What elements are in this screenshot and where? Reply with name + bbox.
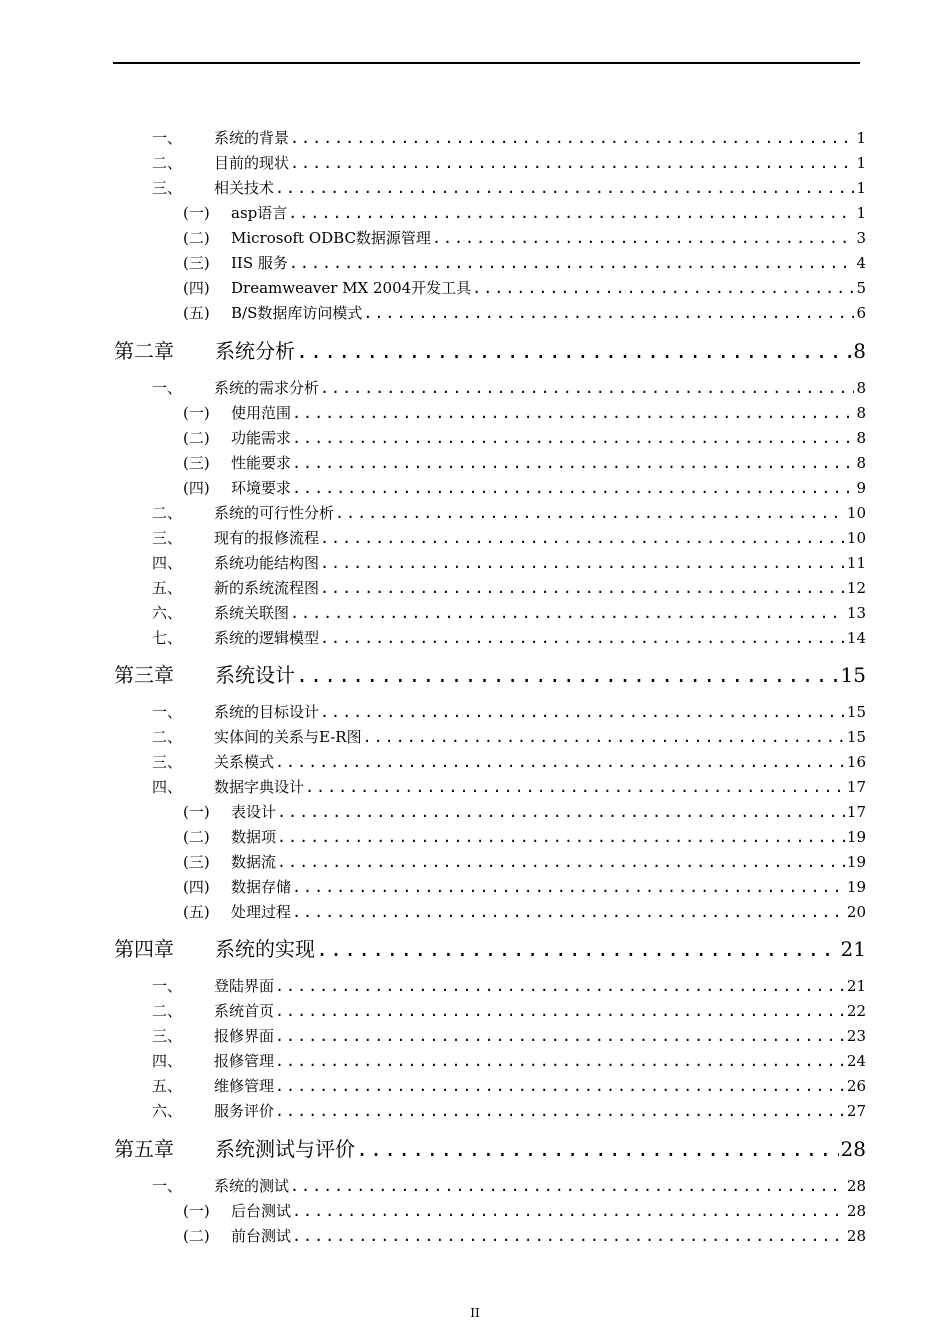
toc-entry-title: 服务评价 bbox=[214, 1102, 275, 1120]
toc-entry-number: 七、 bbox=[152, 629, 183, 647]
dot-leader bbox=[363, 303, 854, 323]
toc-entry-number: (四) bbox=[183, 279, 210, 297]
toc-entry-page: 1 bbox=[856, 179, 866, 197]
toc-entry-page: 23 bbox=[846, 1027, 866, 1045]
dot-leader bbox=[335, 503, 845, 523]
toc-entry-number: (三) bbox=[183, 853, 210, 871]
toc-entry-number: 一、 bbox=[152, 977, 183, 995]
toc-entry-number: 一、 bbox=[152, 703, 183, 721]
toc-entry-title: 功能需求 bbox=[231, 429, 292, 447]
toc-subsection-entry[interactable] bbox=[183, 478, 866, 498]
toc-entry-title: 系统的需求分析 bbox=[214, 379, 320, 397]
toc-entry-number: 二、 bbox=[152, 504, 183, 522]
toc-entry-number: 三、 bbox=[152, 753, 183, 771]
page-number: II bbox=[470, 1306, 480, 1320]
dot-leader bbox=[290, 153, 854, 173]
toc-subsection-entry[interactable] bbox=[183, 1201, 866, 1221]
toc-entry-page: 8 bbox=[856, 429, 866, 447]
toc-entry-title: 维修管理 bbox=[214, 1077, 275, 1095]
toc-entry-number: 四、 bbox=[152, 778, 183, 796]
toc-entry-page: 17 bbox=[846, 778, 866, 796]
toc-entry-page: 21 bbox=[846, 977, 866, 995]
toc-subsection-entry[interactable] bbox=[183, 253, 866, 273]
toc-entry-page: 28 bbox=[846, 1177, 866, 1195]
toc-entry-number: 六、 bbox=[152, 604, 183, 622]
toc-entry-number: 一、 bbox=[152, 379, 183, 397]
dot-leader bbox=[275, 1051, 845, 1071]
toc-subsection-entry[interactable] bbox=[183, 303, 866, 323]
dot-leader bbox=[292, 902, 845, 922]
toc-entry-title: 数据字典设计 bbox=[214, 778, 305, 796]
toc-subsection-entry[interactable] bbox=[183, 203, 866, 223]
toc-entry-number: (五) bbox=[183, 304, 210, 322]
dot-leader bbox=[472, 278, 854, 298]
toc-entry-title: 系统的目标设计 bbox=[214, 703, 320, 721]
toc-entry-page: 10 bbox=[846, 504, 866, 522]
toc-entry-page: 5 bbox=[856, 279, 866, 297]
toc-entry-title: asp语言 bbox=[231, 204, 288, 222]
toc-entry-page: 4 bbox=[856, 254, 866, 272]
toc-section-entry[interactable] bbox=[152, 777, 866, 797]
toc-subsection-entry[interactable] bbox=[183, 852, 866, 872]
toc-section-entry[interactable] bbox=[152, 1101, 866, 1121]
dot-leader bbox=[305, 777, 845, 797]
dot-leader bbox=[292, 1226, 845, 1246]
toc-entry-title: 系统分析 bbox=[215, 339, 295, 363]
toc-entry-title: 系统的可行性分析 bbox=[214, 504, 335, 522]
toc-entry-number: 二、 bbox=[152, 154, 183, 172]
toc-entry-title: 目前的现状 bbox=[214, 154, 290, 172]
toc-entry-number: 四、 bbox=[152, 554, 183, 572]
toc-entry-page: 11 bbox=[846, 554, 866, 572]
toc-section-entry[interactable] bbox=[152, 503, 866, 523]
toc-section-entry[interactable] bbox=[152, 628, 866, 648]
toc-section-entry[interactable] bbox=[152, 553, 866, 573]
dot-leader bbox=[275, 178, 854, 198]
toc-entry-title: 系统功能结构图 bbox=[214, 554, 320, 572]
toc-section-entry[interactable] bbox=[152, 578, 866, 598]
toc-entry-page: 19 bbox=[846, 878, 866, 896]
toc-entry-page: 6 bbox=[856, 304, 866, 322]
toc-section-entry[interactable] bbox=[152, 1176, 866, 1196]
toc-entry-page: 12 bbox=[846, 579, 866, 597]
toc-subsection-entry[interactable] bbox=[183, 902, 866, 922]
dot-leader bbox=[277, 827, 845, 847]
dot-leader bbox=[275, 1076, 845, 1096]
toc-entry-title: B/S数据库访问模式 bbox=[231, 304, 363, 322]
toc-subsection-entry[interactable] bbox=[183, 827, 866, 847]
toc-entry-page: 1 bbox=[856, 154, 866, 172]
toc-entry-title: 系统的测试 bbox=[214, 1177, 290, 1195]
toc-chapter-entry[interactable] bbox=[114, 936, 866, 962]
toc-entry-number: (三) bbox=[183, 254, 210, 272]
toc-entry-title: 表设计 bbox=[231, 803, 277, 821]
dot-leader bbox=[275, 752, 845, 772]
toc-entry-page: 26 bbox=[846, 1077, 866, 1095]
toc-entry-number: 三、 bbox=[152, 529, 183, 547]
toc-entry-title: 系统的逻辑模型 bbox=[214, 629, 320, 647]
dot-leader bbox=[320, 378, 854, 398]
toc-entry-number: 五、 bbox=[152, 1077, 183, 1095]
dot-leader bbox=[356, 1136, 839, 1162]
toc-entry-number: 二、 bbox=[152, 1002, 183, 1020]
toc-entry-number: (一) bbox=[183, 803, 210, 821]
toc-entry-page: 17 bbox=[846, 803, 866, 821]
toc-entry-page: 28 bbox=[846, 1227, 866, 1245]
toc-entry-page: 22 bbox=[846, 1002, 866, 1020]
toc-entry-number: (二) bbox=[183, 429, 210, 447]
toc-entry-page: 10 bbox=[846, 529, 866, 547]
dot-leader bbox=[292, 1201, 845, 1221]
toc-entry-number: (一) bbox=[183, 1202, 210, 1220]
toc-entry-number: 第四章 bbox=[114, 937, 174, 961]
toc-entry-number: 五、 bbox=[152, 579, 183, 597]
dot-leader bbox=[292, 428, 854, 448]
dot-leader bbox=[289, 253, 855, 273]
toc-section-entry[interactable] bbox=[152, 378, 866, 398]
dot-leader bbox=[275, 976, 845, 996]
toc-entry-title: 前台测试 bbox=[231, 1227, 292, 1245]
dot-leader bbox=[316, 936, 839, 962]
toc-subsection-entry[interactable] bbox=[183, 228, 866, 248]
toc-entry-title: 数据项 bbox=[231, 828, 277, 846]
toc-chapter-entry[interactable] bbox=[114, 662, 866, 688]
dot-leader bbox=[277, 852, 845, 872]
toc-chapter-entry[interactable] bbox=[114, 1136, 866, 1162]
dot-leader bbox=[363, 727, 845, 747]
toc-entry-title: 关系模式 bbox=[214, 753, 275, 771]
toc-entry-page: 3 bbox=[856, 229, 866, 247]
toc-entry-title: 系统首页 bbox=[214, 1002, 275, 1020]
toc-section-entry[interactable] bbox=[152, 976, 866, 996]
dot-leader bbox=[296, 338, 851, 364]
toc-section-entry[interactable] bbox=[152, 727, 866, 747]
dot-leader bbox=[292, 403, 854, 423]
toc-entry-title: 新的系统流程图 bbox=[214, 579, 320, 597]
toc-entry-title: 系统的实现 bbox=[215, 937, 315, 961]
toc-subsection-entry[interactable] bbox=[183, 802, 866, 822]
toc-entry-page: 1 bbox=[856, 129, 866, 147]
toc-entry-title: 系统关联图 bbox=[214, 604, 290, 622]
toc-entry-number: (一) bbox=[183, 404, 210, 422]
toc-entry-number: 六、 bbox=[152, 1102, 183, 1120]
dot-leader bbox=[320, 702, 845, 722]
toc-subsection-entry[interactable] bbox=[183, 877, 866, 897]
dot-leader bbox=[320, 628, 845, 648]
toc-entry-page: 8 bbox=[853, 339, 866, 363]
toc-entry-page: 27 bbox=[846, 1102, 866, 1120]
dot-leader bbox=[292, 453, 854, 473]
toc-subsection-entry[interactable] bbox=[183, 278, 866, 298]
toc-entry-number: 四、 bbox=[152, 1052, 183, 1070]
toc-entry-number: (四) bbox=[183, 878, 210, 896]
toc-entry-title: Dreamweaver MX 2004开发工具 bbox=[231, 279, 472, 297]
toc-entry-title: 使用范围 bbox=[231, 404, 292, 422]
toc-entry-page: 28 bbox=[840, 1137, 866, 1161]
toc-subsection-entry[interactable] bbox=[183, 428, 866, 448]
toc-entry-page: 14 bbox=[846, 629, 866, 647]
dot-leader bbox=[290, 1176, 845, 1196]
toc-entry-page: 9 bbox=[856, 479, 866, 497]
toc-entry-number: 三、 bbox=[152, 179, 183, 197]
toc-entry-title: 系统的背景 bbox=[214, 129, 290, 147]
toc-section-entry[interactable] bbox=[152, 1051, 866, 1071]
toc-entry-title: 处理过程 bbox=[231, 903, 292, 921]
toc-section-entry[interactable] bbox=[152, 153, 866, 173]
toc-entry-page: 19 bbox=[846, 853, 866, 871]
toc-entry-page: 13 bbox=[846, 604, 866, 622]
toc-entry-page: 16 bbox=[846, 753, 866, 771]
toc-entry-page: 20 bbox=[846, 903, 866, 921]
toc-section-entry[interactable] bbox=[152, 178, 866, 198]
toc-entry-number: 第三章 bbox=[114, 663, 174, 687]
toc-subsection-entry[interactable] bbox=[183, 403, 866, 423]
toc-entry-number: (二) bbox=[183, 828, 210, 846]
dot-leader bbox=[277, 802, 845, 822]
dot-leader bbox=[292, 877, 845, 897]
toc-entry-title: 相关技术 bbox=[214, 179, 275, 197]
toc-entry-page: 8 bbox=[856, 379, 866, 397]
toc-section-entry[interactable] bbox=[152, 1026, 866, 1046]
toc-entry-number: (一) bbox=[183, 204, 210, 222]
dot-leader bbox=[290, 603, 845, 623]
toc-entry-title: IIS 服务 bbox=[231, 254, 288, 272]
toc-section-entry[interactable] bbox=[152, 702, 866, 722]
toc-entry-title: 后台测试 bbox=[231, 1202, 292, 1220]
toc-entry-number: (二) bbox=[183, 1227, 210, 1245]
toc-entry-title: 性能要求 bbox=[231, 454, 292, 472]
toc-entry-number: (四) bbox=[183, 479, 210, 497]
toc-section-entry[interactable] bbox=[152, 528, 866, 548]
toc-entry-title: 环境要求 bbox=[231, 479, 292, 497]
toc-entry-page: 8 bbox=[856, 404, 866, 422]
dot-leader bbox=[288, 203, 854, 223]
toc-entry-page: 15 bbox=[846, 728, 866, 746]
toc-chapter-entry[interactable] bbox=[114, 338, 866, 364]
toc-entry-page: 21 bbox=[840, 937, 866, 961]
toc-entry-page: 1 bbox=[856, 204, 866, 222]
toc-entry-page: 8 bbox=[856, 454, 866, 472]
toc-entry-number: 一、 bbox=[152, 1177, 183, 1195]
toc-entry-title: 系统测试与评价 bbox=[215, 1137, 355, 1161]
toc-entry-page: 24 bbox=[846, 1052, 866, 1070]
toc-entry-number: 二、 bbox=[152, 728, 183, 746]
toc-entry-page: 15 bbox=[840, 663, 866, 687]
dot-leader bbox=[275, 1101, 845, 1121]
toc-entry-title: 报修管理 bbox=[214, 1052, 275, 1070]
dot-leader bbox=[290, 128, 854, 148]
dot-leader bbox=[320, 578, 845, 598]
toc-section-entry[interactable] bbox=[152, 1001, 866, 1021]
toc-entry-title: 实体间的关系与E-R图 bbox=[214, 728, 362, 746]
toc-section-entry[interactable] bbox=[152, 128, 866, 148]
dot-leader bbox=[275, 1026, 845, 1046]
toc-entry-number: 第五章 bbox=[114, 1137, 174, 1161]
toc-section-entry[interactable] bbox=[152, 752, 866, 772]
toc-entry-page: 19 bbox=[846, 828, 866, 846]
toc-entry-title: 数据流 bbox=[231, 853, 277, 871]
toc-entry-page: 15 bbox=[846, 703, 866, 721]
toc-section-entry[interactable] bbox=[152, 603, 866, 623]
toc-entry-number: (二) bbox=[183, 229, 210, 247]
toc-entry-page: 28 bbox=[846, 1202, 866, 1220]
toc-entry-title: 现有的报修流程 bbox=[214, 529, 320, 547]
dot-leader bbox=[320, 528, 845, 548]
toc-entry-number: (三) bbox=[183, 454, 210, 472]
toc-entry-number: (五) bbox=[183, 903, 210, 921]
toc-entry-title: 系统设计 bbox=[215, 663, 295, 687]
toc-entry-number: 三、 bbox=[152, 1027, 183, 1045]
toc-entry-title: Microsoft ODBC数据源管理 bbox=[231, 229, 431, 247]
toc-subsection-entry[interactable] bbox=[183, 453, 866, 473]
toc-entry-title: 登陆界面 bbox=[214, 977, 275, 995]
dot-leader bbox=[292, 478, 854, 498]
toc-subsection-entry[interactable] bbox=[183, 1226, 866, 1246]
toc-entry-number: 第二章 bbox=[114, 339, 174, 363]
dot-leader bbox=[432, 228, 855, 248]
dot-leader bbox=[275, 1001, 845, 1021]
dot-leader bbox=[320, 553, 845, 573]
toc-entry-title: 报修界面 bbox=[214, 1027, 275, 1045]
dot-leader bbox=[296, 662, 839, 688]
toc-section-entry[interactable] bbox=[152, 1076, 866, 1096]
toc-entry-title: 数据存储 bbox=[231, 878, 292, 896]
toc-entry-number: 一、 bbox=[152, 129, 183, 147]
